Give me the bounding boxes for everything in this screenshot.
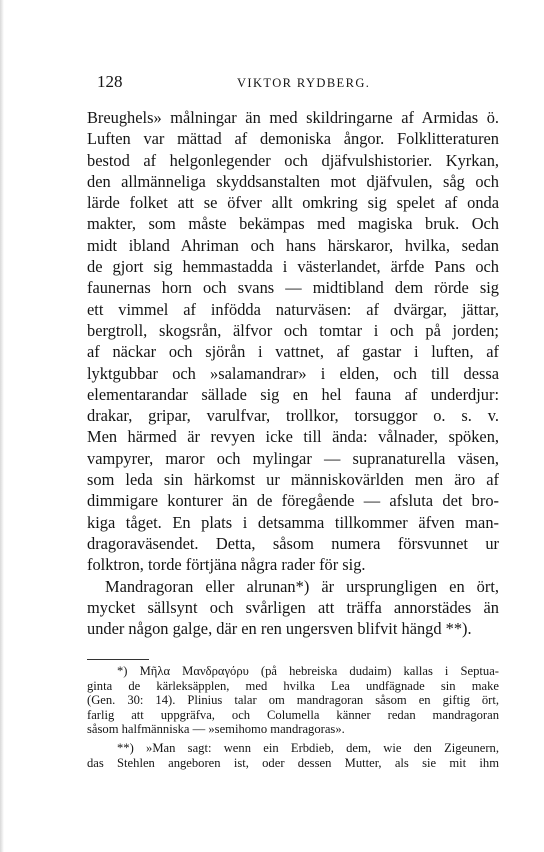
text-line: Men härmed är revyen icke till ända: vålnader, spöken,: [87, 427, 499, 447]
text-line: lärde folket att se öfver allt omkring sig spelet af onda: [87, 193, 499, 213]
text-line: drakar, gripar, varulfvar, trollkor, torsuggor o. s. v.: [87, 406, 499, 426]
page-number: 128: [97, 72, 123, 91]
text-line: elementarandar sällade sig en hel fauna af underdjur:: [87, 384, 499, 404]
body-text: [87, 107, 499, 639]
footnote-rule: [87, 659, 149, 660]
footnote-line: (Gen. 30: 14). Plinius talar om mandragoran såsom en giftig ört,: [87, 693, 499, 708]
text-line: af näckar och sjörån i vattnet, af gastar i luften, af: [87, 342, 499, 362]
footnote-line: das Stehlen angeboren ist, oder dessen Mutter, als sie mit ihm: [87, 755, 499, 770]
footnotes: [87, 664, 499, 770]
text-line: Luften var mättad af demoniska ångor. Folklitteraturen: [87, 129, 499, 149]
text-line: lyktgubbar och »salamandrar» i elden, och till dessa: [87, 363, 499, 383]
text-line: den allmänneliga skyddsanstalten mot djäfvulen, såg och: [87, 171, 499, 191]
text-line: mycket sällsynt och svårligen att träffa annorstädes än: [87, 597, 499, 617]
text-line: de gjort sig hemmastadda i västerlandet, ärfde Pans och: [87, 257, 499, 277]
footnote-line: ginta de kärleksäpplen, med hvilka Lea undfägnade sin make: [87, 678, 499, 693]
text-line: folktron, torde förtjäna några rader för sig.: [87, 555, 366, 575]
text-line: dimmigare konturer än de föregående — afsluta det bro-: [87, 491, 499, 511]
text-line: bergtroll, skogsrån, älfvor och tomtar i och på jorden;: [87, 320, 499, 340]
text-line: Mandragoran eller alrunan*) är ursprungligen en ört,: [105, 576, 499, 596]
text-line: Breughels» målningar än med skildringarne af Armidas ö.: [87, 108, 499, 127]
running-head: VIKTOR RYDBERG.: [237, 76, 371, 90]
text-line: under någon galge, där en ren ungersven blifvit hängd **).: [87, 619, 472, 639]
footnote-line: *) Μῆλα Μανδραγόρυ (på hebreiska dudaim) kallas i Septua-: [117, 664, 499, 678]
text-line: kiga tåget. En plats i detsamma tillkommer äfven man-: [87, 512, 499, 532]
footnote-line: såsom halfmänniska — »semihomo mandragoras».: [87, 722, 345, 737]
footnote-line: **) »Man sagt: wenn ein Erbdieb, dem, wie den Zigeunern,: [117, 740, 499, 755]
text-line: dragoraväsendet. Detta, såsom numera försvunnet ur: [87, 533, 499, 553]
text-line: makter, som måste bekämpas med magiska bruk. Och: [87, 214, 499, 234]
text-line: ett vimmel af infödda naturväsen: af dvärgar, jättar,: [87, 299, 499, 319]
text-line: faunernas horn och svans — midtibland dem rörde sig: [87, 278, 499, 298]
text-line: som leda sin härkomst ur människovärlden men äro af: [87, 470, 499, 490]
text-line: vampyrer, maror och mylingar — supranaturella väsen,: [87, 448, 499, 468]
text-line: bestod af helgonlegender och djäfvulshistorier. Kyrkan,: [87, 150, 499, 170]
page-edge: [0, 0, 4, 852]
footnote-line: farlig att uppgräfva, och Columella känner redan mandragoran: [87, 707, 499, 722]
text-line: midt ibland Ahriman och hans härskaror, hvilka, sedan: [87, 235, 499, 255]
page-header: [97, 72, 500, 96]
